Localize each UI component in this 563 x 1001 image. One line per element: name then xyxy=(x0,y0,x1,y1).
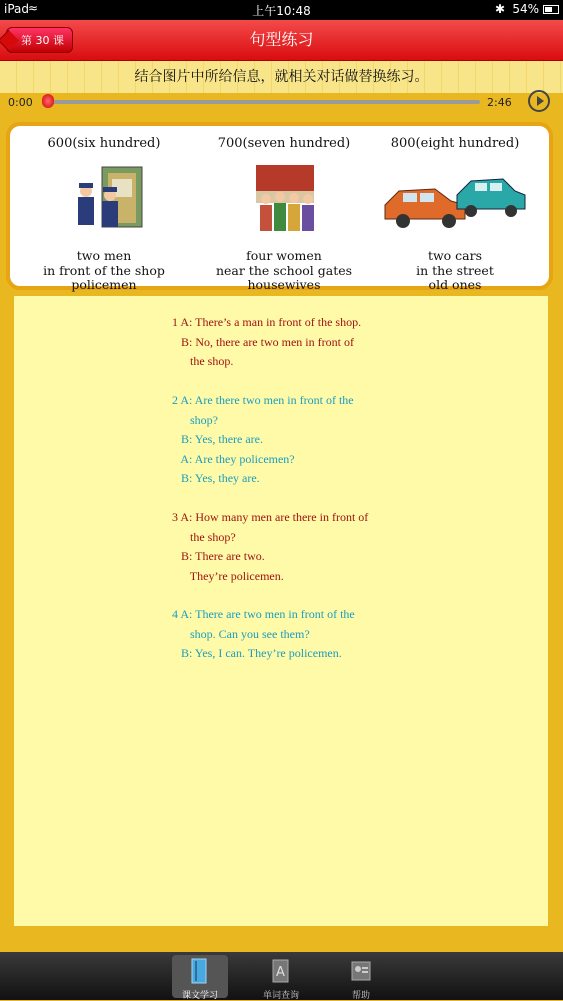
dialogue-line: They’re policemen. xyxy=(172,568,284,583)
dialogue-line: 2 A: Are there two men in front of the xyxy=(172,393,354,407)
policemen-illustration xyxy=(14,165,194,243)
play-button[interactable] xyxy=(528,90,550,112)
tab-word-lookup[interactable] xyxy=(253,955,309,1001)
dialogue-2 xyxy=(172,391,354,489)
dialogue-3 xyxy=(172,508,368,586)
tab-help[interactable] xyxy=(333,955,389,1001)
total-time: 2:46 xyxy=(487,96,512,109)
dialogue-line: shop? xyxy=(172,412,218,427)
tab-label: 课文学习 xyxy=(181,991,218,1001)
dialogue-line: B: There are two. xyxy=(172,549,265,563)
picture-line: policemen xyxy=(71,277,137,292)
help-icon xyxy=(351,958,371,984)
dialogue-line: shop. Can you see them? xyxy=(172,626,310,641)
wifi-icon: ≈ xyxy=(28,1,39,15)
dialogue-line: 4 A: There are two men in front of the xyxy=(172,607,355,621)
progress-knob[interactable] xyxy=(42,94,54,108)
tab-bar xyxy=(0,952,563,1000)
picture-card-cars xyxy=(365,136,545,293)
dialogue-line: the shop. xyxy=(172,354,234,368)
progress-track[interactable] xyxy=(44,100,480,104)
svg-text:A: A xyxy=(276,965,285,980)
tab-label: 帮助 xyxy=(351,991,370,1001)
dialogue-line: the shop? xyxy=(172,529,236,544)
status-bar xyxy=(0,0,563,20)
book-icon xyxy=(190,958,210,984)
tab-label: 单词查询 xyxy=(262,991,299,1001)
picture-number: 800(eight hundred) xyxy=(390,136,520,151)
bluetooth-icon: ✱ xyxy=(494,2,505,16)
dialogue-line: A: Are they policemen? xyxy=(172,451,295,466)
battery-percent: 54% xyxy=(512,2,539,16)
dialogue-line: B: Yes, I can. They’re policemen. xyxy=(172,646,342,660)
picture-line: two cars xyxy=(427,248,483,263)
nav-bar xyxy=(0,20,563,61)
picture-line: in front of the shop xyxy=(43,262,165,278)
dialogue-line: B: No, there are two men in front of xyxy=(172,334,354,349)
page-title: 句型练习 xyxy=(249,30,314,49)
picture-number: 600(six hundred) xyxy=(47,136,161,151)
instruction-text: 结合图片中所给信息，就相关对话做替换练习。 xyxy=(134,69,429,85)
housewives-illustration xyxy=(194,165,374,243)
battery-icon xyxy=(543,5,559,14)
carrier-label: iPad xyxy=(4,2,30,16)
picture-card-housewives xyxy=(194,136,374,293)
audio-player xyxy=(0,88,563,118)
picture-line: near the school gates xyxy=(215,262,353,278)
elapsed-time: 0:00 xyxy=(8,96,33,109)
picture-line: in the street xyxy=(416,262,494,278)
dialogue-area xyxy=(14,296,548,926)
picture-card-policemen xyxy=(14,136,194,293)
dialogue-line: B: Yes, there are. xyxy=(172,432,263,446)
status-time: 上午10:48 xyxy=(252,4,311,18)
picture-line: two men xyxy=(76,248,132,263)
picture-line: old ones xyxy=(428,277,482,292)
dialogue-line: 1 A: There’s a man in front of the shop. xyxy=(172,315,362,329)
picture-number: 700(seven hundred) xyxy=(217,136,351,151)
picture-line: housewives xyxy=(247,277,321,292)
dialogue-1 xyxy=(172,313,361,372)
dialogue-4 xyxy=(172,605,355,664)
back-button-label: 第 30 课 xyxy=(21,34,64,47)
cars-illustration xyxy=(365,165,545,243)
dialogue-line: 3 A: How many men are there in front of xyxy=(172,510,369,524)
dialogue-line: B: Yes, they are. xyxy=(172,471,260,485)
picture-line: four women xyxy=(246,248,322,263)
tab-lesson-study[interactable] xyxy=(172,955,228,1001)
picture-panel xyxy=(6,122,553,290)
dictionary-icon xyxy=(271,958,291,984)
